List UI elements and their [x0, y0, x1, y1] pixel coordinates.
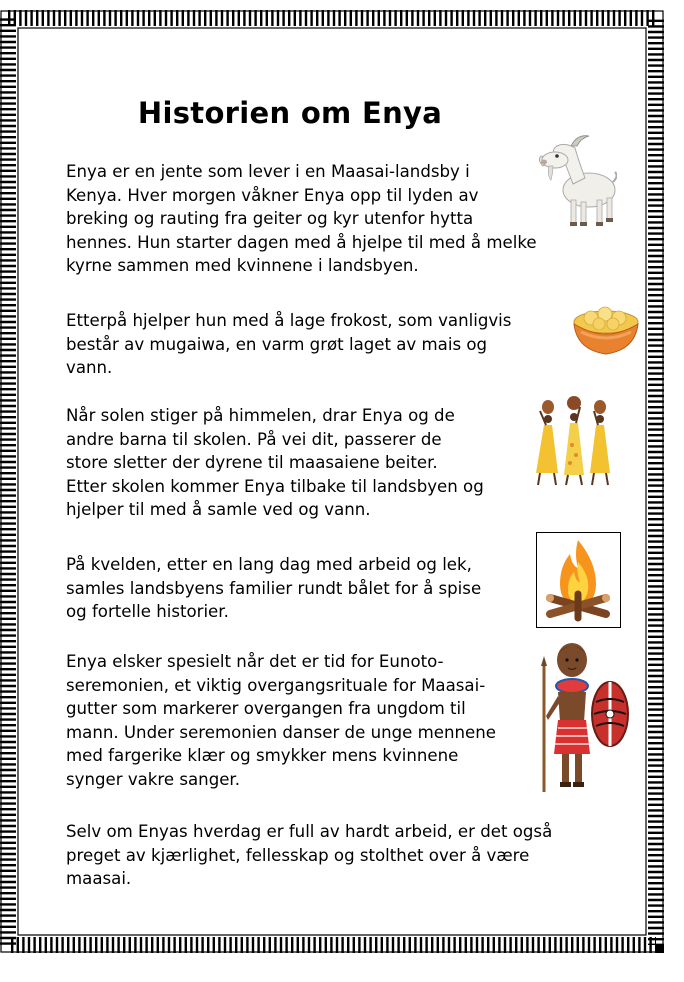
text-line: andre barna til skolen. På vei dit, passerer de — [66, 429, 442, 449]
paragraph-2 — [66, 309, 511, 380]
text-line: med fargerike klær og smykker mens kvinnene — [66, 746, 459, 766]
women-carrying-pots-illustration — [528, 395, 620, 487]
porridge-bowl-illustration — [571, 302, 641, 358]
text-line: Når solen stiger på himmelen, drar Enya og de — [66, 406, 455, 425]
text-line: kyrne sammen med kvinnene i landsbyen. — [66, 256, 419, 276]
text-line: Enya elsker spesielt når det er tid for Eunoto- — [66, 652, 444, 671]
paragraph-1 — [66, 160, 537, 278]
text-line: synger vakre sanger. — [66, 769, 241, 789]
text-line: hjelper til med å samle ved og vann. — [66, 500, 371, 520]
text-line: vann. — [66, 358, 113, 378]
page-title: Historien om Enya — [137, 96, 443, 130]
text-line: Kenya. Hver morgen våkner Enya opp til lyden av — [66, 185, 479, 205]
paragraph-3 — [66, 404, 484, 522]
maasai-warrior-illustration — [532, 636, 634, 796]
paragraph-5 — [66, 650, 496, 792]
text-line: Etterpå hjelper hun med å lage frokost, som vanligvis — [66, 311, 512, 330]
paragraph-4 — [66, 553, 481, 624]
text-line: preget av kjærlighet, fellesskap og stolthet over å være — [66, 845, 530, 865]
text-line: Enya er en jente som lever i en Maasai-landsby i — [66, 162, 470, 181]
text-line: mann. Under seremonien danser de unge mennene — [66, 722, 496, 742]
text-line: seremonien, et viktig overgangsrituale for Maasai- — [66, 675, 486, 695]
text-line: store sletter der dyrene til maasaiene beiter. — [66, 453, 438, 473]
text-line: På kvelden, etter en lang dag med arbeid og lek, — [66, 555, 472, 574]
text-line: breking og rauting fra geiter og kyr utenfor hytta — [66, 209, 474, 229]
text-line: gutter som markerer overgangen fra ungdom til — [66, 699, 466, 719]
goat-illustration — [533, 132, 617, 230]
paragraph-6 — [66, 820, 552, 891]
text-line: består av mugaiwa, en varm grøt laget av mais og — [66, 334, 488, 354]
text-line: hennes. Hun starter dagen med å hjelpe til med å melke — [66, 232, 537, 252]
text-line: og fortelle historier. — [66, 602, 229, 622]
text-line: Etter skolen kommer Enya tilbake til landsbyen og — [66, 476, 484, 496]
campfire-illustration — [536, 532, 621, 628]
text-line: Selv om Enyas hverdag er full av hardt arbeid, er det også — [66, 822, 553, 841]
text-line: samles landsbyens familier rundt bålet for å spise — [66, 578, 482, 598]
text-line: maasai. — [66, 869, 132, 889]
